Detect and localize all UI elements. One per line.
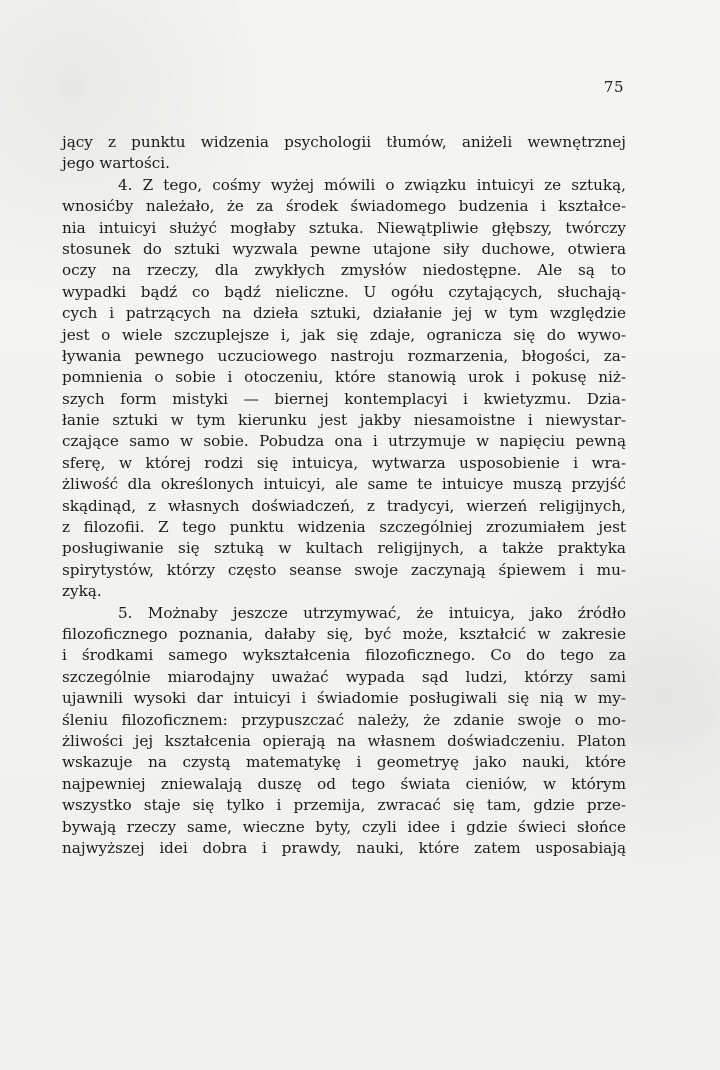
text-line: wnosićby należało, że za środek świadomego budzenia i kształce- — [62, 197, 626, 216]
text-line: posługiwanie się sztuką w kultach religijnych, a także praktyka — [62, 539, 626, 558]
text-line: śleniu filozoficznem: przypuszczać należy, że zdanie swoje o mo- — [62, 710, 626, 729]
text-line: pomnienia o sobie i otoczeniu, które stanowią urok i pokusę niż- — [62, 368, 626, 387]
text-line: 4. Z tego, cośmy wyżej mówili o związku intuicyi ze sztuką, — [118, 175, 626, 194]
text-line: i środkami samego wykształcenia filozoficznego. Co do tego za — [62, 646, 626, 665]
text-line: zyką. — [62, 582, 102, 601]
text-line: oczy na rzeczy, dla zwykłych zmysłów niedostępne. Ale są to — [62, 261, 626, 280]
text-line: czające samo w sobie. Pobudza ona i utrzymuje w napięciu pewną — [62, 432, 626, 451]
text-line: ujawnili wysoki dar intuicyi i świadomie posługiwali się nią w my- — [62, 689, 626, 708]
text-line: wszystko staje się tylko i przemija, zwracać się tam, gdzie prze- — [62, 796, 626, 815]
text-line: szczególnie miarodajny uważać wypada sąd ludzi, którzy sami — [62, 667, 626, 686]
text-line: spirytystów, którzy często seanse swoje zaczynają śpiewem i mu- — [62, 560, 626, 579]
text-line: żliwość dla określonych intuicyi, ale same te intuicye muszą przyjść — [62, 475, 626, 494]
text-line: sferę, w której rodzi się intuicya, wytwarza usposobienie i wra- — [62, 453, 626, 472]
text-line: wskazuje na czystą matematykę i geometryę jako nauki, które — [62, 753, 626, 772]
text-line: 5. Możnaby jeszcze utrzymywać, że intuicya, jako źródło — [118, 603, 626, 622]
text-line: żliwości jej kształcenia opierają na własnem doświadczeniu. Platon — [62, 731, 626, 750]
text-line: szych form mistyki — biernej kontemplacyi i kwietyzmu. Dzia- — [62, 389, 626, 408]
body-text — [62, 132, 626, 859]
text-line: łanie sztuki w tym kierunku jest jakby niesamoistne i niewystar- — [62, 411, 626, 430]
text-line: najwyższej idei dobra i prawdy, nauki, które zatem usposabiają — [62, 838, 626, 857]
text-line: skądinąd, z własnych doświadczeń, z tradycyi, wierzeń religijnych, — [62, 496, 626, 515]
text-line: jący z punktu widzenia psychologii tłumów, aniżeli wewnętrznej — [62, 133, 626, 151]
text-line: filozoficznego poznania, dałaby się, być może, kształcić w zakresie — [62, 624, 626, 643]
text-line: ływania pewnego uczuciowego nastroju rozmarzenia, błogości, za- — [62, 346, 626, 365]
text-line: z filozofii. Z tego punktu widzenia szczególniej zrozumiałem jest — [62, 518, 626, 537]
text-line: wypadki bądź co bądź nieliczne. U ogółu czytających, słuchają- — [62, 282, 626, 301]
text-line: jego wartości. — [62, 154, 170, 173]
text-line: bywają rzeczy same, wieczne byty, czyli idee i gdzie świeci słońce — [62, 817, 626, 836]
text-line: stosunek do sztuki wyzwala pewne utajone siły duchowe, otwiera — [62, 239, 626, 258]
text-line: cych i patrzących na dzieła sztuki, działanie jej w tym względzie — [62, 304, 626, 323]
page-number: 75 — [603, 78, 624, 96]
text-line: nia intuicyi służyć mogłaby sztuka. Niewątpliwie głębszy, twórczy — [62, 218, 626, 237]
text-line: jest o wiele szczuplejsze i, jak się zdaje, ogranicza się do wywo- — [62, 325, 626, 344]
text-line: najpewniej zniewalają duszę od tego świata cieniów, w którym — [62, 774, 626, 793]
